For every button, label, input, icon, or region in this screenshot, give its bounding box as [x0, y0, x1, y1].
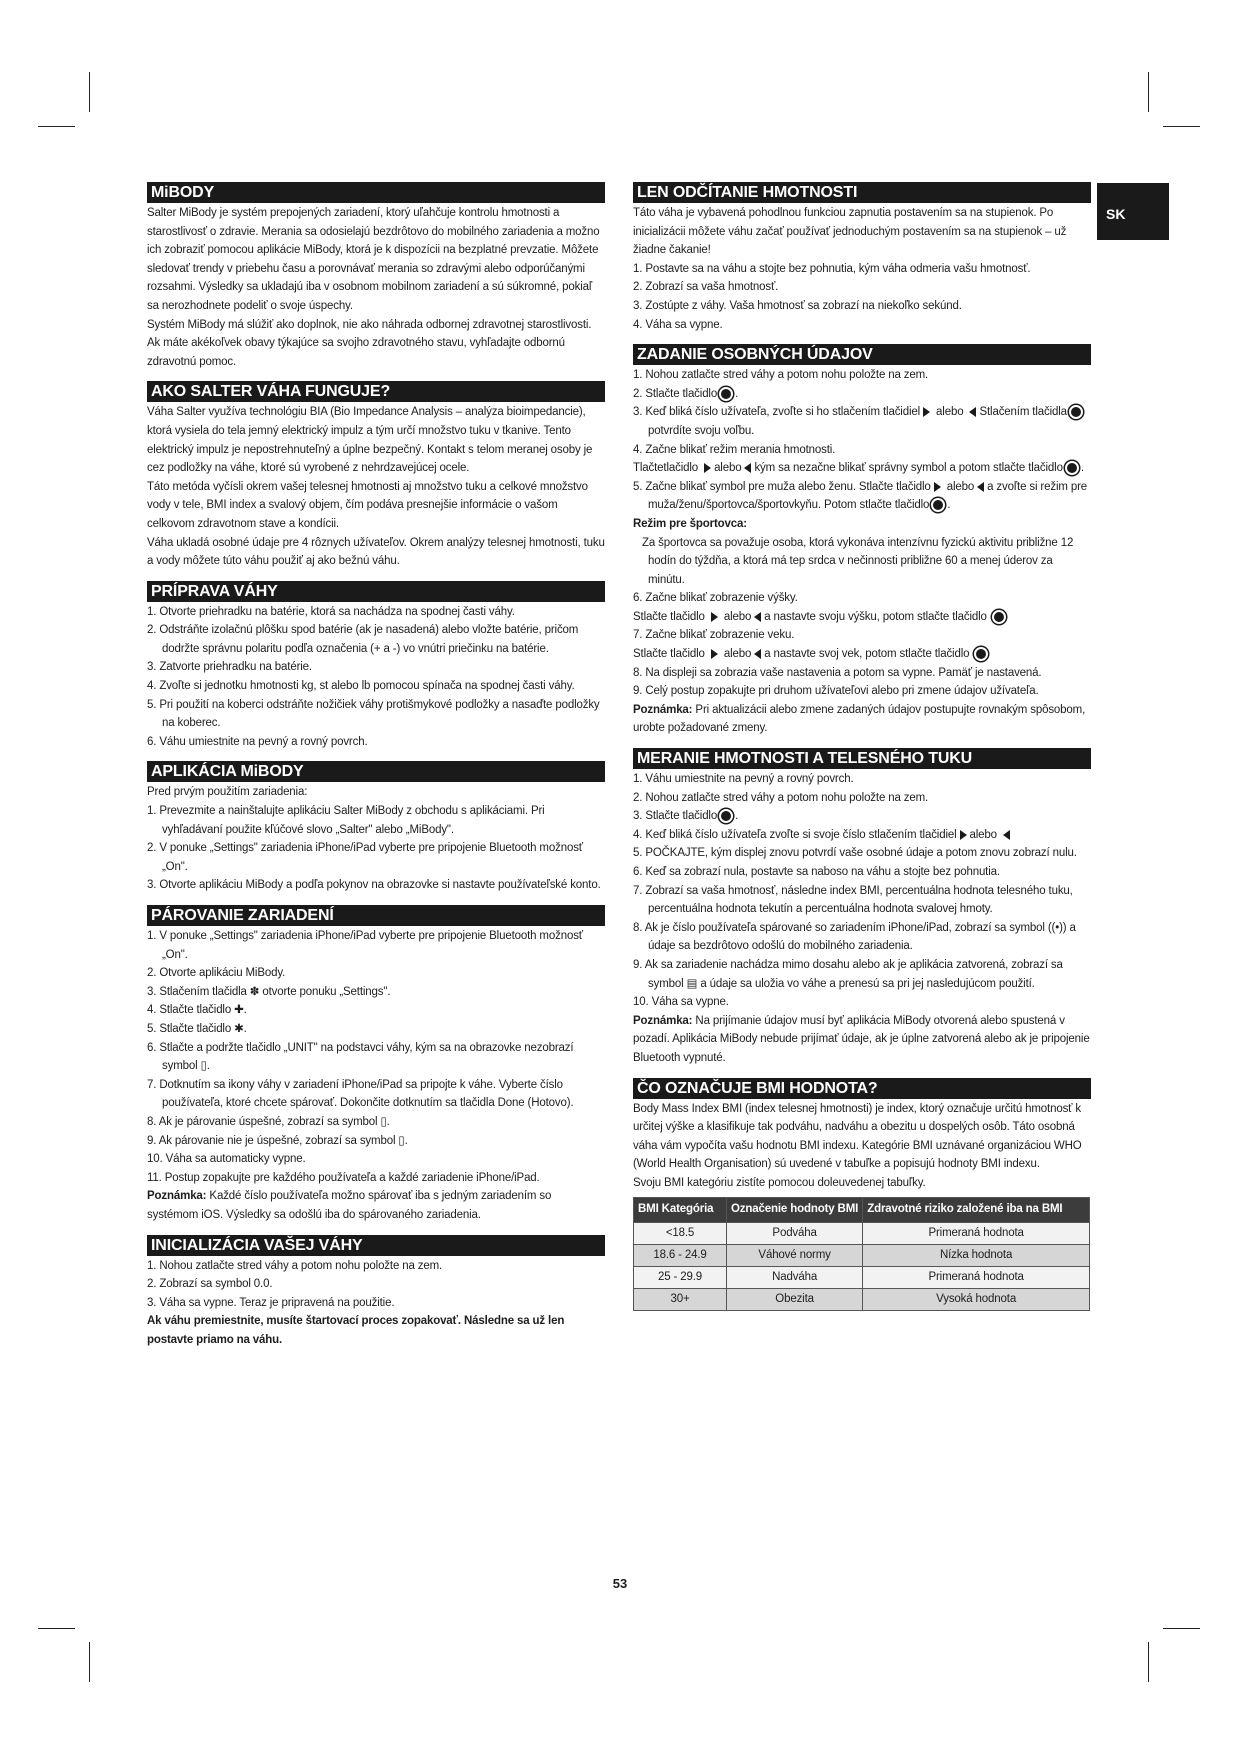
table-cell: 25 - 29.9 [634, 1266, 727, 1288]
note [147, 1187, 605, 1224]
up-arrow-icon [704, 463, 711, 473]
list-item: 5. POČKAJTE, kým displej znovu potvrdí vaše osobné údaje a potom znovu zobrazí nulu. [633, 847, 1077, 860]
section-title-mibody: MiBODY [147, 182, 605, 203]
list-item: 1. Postavte sa na váhu a stojte bez pohnutia, kým váha odmeria vašu hmotnosť. [633, 262, 1031, 275]
table-cell: <18.5 [634, 1222, 727, 1244]
paragraph: Body Mass Index BMI (index telesnej hmotnosti) je index, ktorý označuje určitú hmotnosť k určitej výške a klasifikuje tak podváhu, nadváhu a obezitu u dospelých osôb. Táto osobná váha vám vypočíta vašu hodnotu BMI indexu. Kategórie BMI uznávané organizáciou WHO (World Health Organisation) sú uvedené v tabuľke a popisujú hodnoty BMI indexu. [633, 1102, 1082, 1171]
list-item: 4. Začne blikať režim merania hmotnosti. [633, 443, 836, 456]
paragraph: Salter MiBody je systém prepojených zariadení, ktorý uľahčuje kontrolu hmotnosti a starostlivosť o zdravie. Merania sa odosielajú bezdrôtovo do mobilného zariadenia a možno ich zobraziť pomocou aplikácie MiBody, ktorá je k dispozícii na bezplatné prevzatie. Môžete sledovať trendy v priebehu času a porovnávať merania so zdravými alebo odporúčanými rozsahmi. Výsledky sa ukladajú iba v osobnom mobilnom zariadení a sú súkromné, pokiaľ sa nerozhodnete podeliť o svoje úspechy. [147, 207, 600, 312]
table-cell: Vysoká hodnota [863, 1288, 1090, 1310]
section-title-prep: PRÍPRAVA VÁHY [147, 581, 605, 602]
list-item: 2. Zobrazí sa symbol 0.0. [147, 1278, 273, 1291]
set-button-icon [719, 809, 733, 823]
table-cell: Primeraná hodnota [863, 1266, 1090, 1288]
list-item: 2. Stlačte tlačidlo . [633, 387, 739, 400]
up-arrow-icon [934, 482, 941, 492]
crop-mark [38, 1628, 75, 1629]
note-text: Každé číslo používateľa možno spárovať iba s jedným zariadením so systémom iOS. Výsledky sa odošlú iba do spárovaného zariadenia. [147, 1190, 552, 1221]
list-item: 9. Ak sa zariadenie nachádza mimo dosahu alebo ak je aplikácia zatvorená, zobrazí sa symbol ▤ a údaje sa uložia vo váhe a prenesú sa pri jej nasledujúcom použití. [633, 958, 1063, 990]
list-item: 8. Ak je číslo používateľa spárované so zariadením iPhone/iPad, zobrazí sa symbol ((•)) a údaje sa bezdrôtovo odošlú do mobilného zariadenia. [633, 921, 1076, 953]
table-cell: Nízka hodnota [863, 1244, 1090, 1266]
paragraph: Váha ukladá osobné údaje pre 4 rôznych užívateľov. Okrem analýzy telesnej hmotnosti, tuku a vody môžete túto váhu použiť aj ako bežnú váhu. [147, 536, 605, 568]
item-text: Stlačte tlačidlo [633, 648, 705, 661]
list-item [633, 826, 1091, 845]
list-item: 8. Ak je párovanie úspešné, zobrazí sa symbol ▯. [147, 1115, 390, 1128]
list-item: 9. Ak párovanie nie je úspešné, zobrazí sa symbol ▯. [147, 1134, 408, 1147]
weight-only-list [633, 260, 1091, 334]
list-item: 11. Postup zopakujte pre každého používateľa a každé zariadenie iPhone/iPad. [147, 1171, 540, 1184]
item-text: Tlačtetlačidlo [633, 462, 699, 475]
init-list [147, 1257, 605, 1313]
item-text: Stlačením tlačidla [979, 406, 1067, 419]
item-text: 3. Stlačte tlačidlo [633, 810, 718, 823]
set-button-icon [931, 498, 945, 512]
list-item: 3. Stlačením tlačidla ✽ otvorte ponuku „Settings". [147, 985, 391, 998]
list-item: 4. Stlačte tlačidlo ✚. [147, 1004, 247, 1017]
personal-list-3 [633, 589, 1091, 608]
down-arrow-icon [1003, 830, 1010, 840]
table-header: BMI Kategória [634, 1197, 727, 1222]
item-text: alebo [723, 610, 752, 623]
item-text: alebo [936, 406, 964, 419]
section-title-weight-only: LEN ODČÍTANIE HMOTNOSTI [633, 182, 1091, 203]
section-title-app: APLIKÁCIA MiBODY [147, 761, 605, 782]
list-item: 5. Stlačte tlačidlo ✱. [147, 1022, 247, 1035]
personal-list-5 [633, 664, 1091, 701]
bold-note [147, 1312, 605, 1349]
list-item: 6. Váhu umiestnite na pevný a rovný povrch. [147, 735, 368, 748]
app-list [147, 802, 605, 895]
personal-list [633, 366, 1091, 459]
athlete-mode-text: Za športovca sa považuje osoba, ktorá vykonáva intenzívnu fyzickú aktivitu približne 12 hodín do týždňa, a ktorá má tep srdca v nečinnosti približne 60 a menej úderov za minútu. [642, 536, 1074, 586]
list-item: 6. Stlačte a podržte tlačidlo „UNIT" na podstavci váhy, kým sa na obrazovke nezobrazí symbol ▯. [147, 1041, 574, 1073]
set-button-icon [974, 647, 988, 661]
item-text: 2. Stlačte tlačidlo [633, 387, 718, 400]
table-header: Zdravotné riziko založené iba na BMI [863, 1197, 1090, 1222]
paragraph: Táto váha je vybavená pohodlnou funkciou zapnutia postavením sa na stupienok. Po inicializácii môžete váhu začať používať jednoduchým postavením sa na stupienok – už žiadne čakanie! [633, 207, 1067, 257]
table-row [634, 1222, 1090, 1244]
item-text: 4. Keď bliká číslo užívateľa zvoľte si svoje číslo stlačením tlačidiel [633, 828, 957, 841]
prep-list [147, 603, 605, 752]
set-button-icon [1069, 405, 1083, 419]
crop-mark [89, 1642, 90, 1682]
list-item: 7. Dotknutím sa ikony váhy v zariadení iPhone/iPad sa pripojte k váhe. Vyberte číslo používateľa, ktoré chcete spárovať. Dokončite dotknutím sa tlačidla Done (Hotovo). [147, 1078, 574, 1110]
list-item: 1. Nohou zatlačte stred váhy a potom nohu položte na zem. [633, 369, 929, 382]
list-item: 7. Zobrazí sa vaša hmotnosť, následne index BMI, percentuálna hodnota telesného tuku, percentuálna hodnota tekutín a percentuálna hodnota svalovej hmoty. [633, 884, 1073, 916]
section-title-personal: ZADANIE OSOBNÝCH ÚDAJOV [633, 344, 1091, 365]
list-item: 1. Nohou zatlačte stred váhy a potom nohu položte na zem. [147, 1259, 443, 1272]
item-text: alebo [969, 828, 997, 841]
table-cell: 18.6 - 24.9 [634, 1244, 727, 1266]
note-label: Poznámka: [633, 1014, 693, 1027]
down-arrow-icon [754, 649, 761, 659]
list-item: 2. Otvorte aplikáciu MiBody. [147, 967, 286, 980]
paragraph: Pred prvým použitím zariadenia: [147, 786, 308, 799]
crop-mark [1148, 72, 1149, 112]
list-item: 5. Začne blikať symbol pre muža alebo ženu. Stlačte tlačidlo alebo a zvoľte si režim pre muža/ženu/športovca/športovkyňu. Potom stlačte tlačidlo . [633, 480, 1088, 512]
paragraph: Tlačtetlačidlo alebo kým sa nezačne blikať správny symbol a potom stlačte tlačidlo . [633, 462, 1084, 475]
paragraph: Táto metóda vyčísli okrem vašej telesnej hmotnosti aj množstvo tuku a celkové množstvo vody v tele, BMI index a svalový objem, čím podáva presnejšie informácie o vašom celkovom zdravotnom stave a kondícii. [147, 480, 588, 530]
down-arrow-icon [744, 463, 751, 473]
list-item: 3. Stlačte tlačidlo . [633, 810, 739, 823]
crop-mark [1163, 126, 1200, 127]
list-item: 1. Váhu umiestnite na pevný a rovný povrch. [633, 773, 854, 786]
paragraph: Systém MiBody má slúžiť ako doplnok, nie ako náhrada odbornej zdravotnej starostlivosti. Ak máte akékoľvek obavy týkajúce sa svojho zdravotného stavu, vyhľadajte odbornú zdravotnú pomoc. [147, 318, 592, 368]
down-arrow-icon [969, 407, 976, 417]
athlete-label: Režim pre športovca: [633, 517, 747, 530]
table-header-row [634, 1197, 1090, 1222]
crop-mark [1163, 1628, 1200, 1629]
list-item: 1. V ponuke „Settings" zariadenia iPhone/iPad vyberte pre pripojenie Bluetooth možnosť „On". [147, 930, 583, 961]
item-text: alebo [714, 462, 742, 475]
list-item: 5. Pri použití na koberci odstráňte nožičiek váhy protišmykové podložky a nasaďte podložky na koberec. [147, 698, 600, 730]
list-item: 4. Zvoľte si jednotku hmotnosti kg, st alebo lb pomocou spínača na spodnej časti váhy. [147, 680, 575, 693]
personal-list-2 [633, 478, 1091, 515]
note [633, 701, 1091, 738]
personal-list-4 [633, 626, 1091, 645]
table-cell: Váhové normy [727, 1244, 863, 1266]
table-cell: Obezita [727, 1288, 863, 1310]
list-item: 3. Zatvorte priehradku na batérie. [147, 661, 312, 674]
section-title-measure: MERANIE HMOTNOSTI A TELESNÉHO TUKU [633, 748, 1091, 769]
note [633, 1012, 1091, 1068]
list-item: 6. Začne blikať zobrazenie výšky. [633, 592, 798, 605]
paragraph: Svoju BMI kategóriu zistíte pomocou doleuvedenej tabuľky. [633, 1176, 926, 1189]
list-item: 2. Zobrazí sa vaša hmotnosť. [633, 281, 779, 294]
item-text: 3. Keď bliká číslo užívateľa, zvoľte si ho stlačením tlačidiel [633, 406, 920, 419]
item-text: Stlačte tlačidlo [633, 610, 705, 623]
set-button-icon [719, 387, 733, 401]
list-item: 9. Celý postup zopakujte pri druhom užívateľovi alebo pri zmene údajov užívateľa. [633, 685, 1039, 698]
athlete-mode-label [633, 515, 1091, 534]
language-tab: SK [1097, 183, 1169, 240]
section-title-bmi: ČO OZNAČUJE BMI HODNOTA? [633, 1078, 1091, 1099]
list-item: 7. Začne blikať zobrazenie veku. [633, 629, 795, 642]
table-cell: 30+ [634, 1288, 727, 1310]
table-row [634, 1266, 1090, 1288]
paragraph: Váha Salter využíva technológiu BIA (Bio Impedance Analysis – analýza bioimpedancie), ktorá vysiela do tela jemný elektrický impulz a tým určí množstvo tuku v tkanive. Tento elektrický impulz je nepostrehnuteľný a úplne bezpečný. Kontakt s telom meranej osoby je cez podložky na váhe, ktoré sú vyrobené z nehrdzavejúcej ocele. [147, 406, 593, 475]
list-item: 3. Váha sa vypne. Teraz je pripravená na použitie. [147, 1296, 395, 1309]
section-title-init: INICIALIZÁCIA VAŠEJ VÁHY [147, 1235, 605, 1256]
table-cell: Podváha [727, 1222, 863, 1244]
crop-mark [38, 126, 75, 127]
table-cell: Primeraná hodnota [863, 1222, 1090, 1244]
item-text: alebo [946, 480, 975, 493]
item-text: potvrdíte svoju voľbu. [648, 424, 755, 437]
set-button-icon [1065, 461, 1079, 475]
up-arrow-icon [923, 407, 930, 417]
up-arrow-icon [960, 830, 967, 840]
list-item: 10. Váha sa automaticky vypne. [147, 1153, 306, 1166]
list-item: 6. Keď sa zobrazí nula, postavte sa naboso na váhu a stojte bez pohnutia. [633, 866, 1000, 878]
list-item: 2. Odstráňte izolačnú plôšku spod batérie (ak je nasadená) alebo vložte batérie, pričom dodržte správnu polaritu podľa označenia (+ a -) vo vnútri priečinku na batérie. [147, 624, 579, 655]
list-item: 10. Váha sa vypne. [633, 996, 729, 1009]
left-column [147, 182, 605, 1349]
list-item: 8. Na displeji sa zobrazia vaše nastavenia a potom sa vypne. Pamäť je nastavená. [633, 666, 1042, 679]
down-arrow-icon [754, 612, 761, 622]
section-title-pairing: PÁROVANIE ZARIADENÍ [147, 905, 605, 926]
pairing-list [147, 927, 605, 1187]
list-item [633, 403, 1091, 440]
item-text: a nastavte svoju výšku, potom stlačte tlačidlo [764, 610, 987, 623]
note-text: Pri aktualizácii alebo zmene zadaných údajov postupujte rovnakým spôsobom, urobte požadované zmeny. [633, 703, 1086, 735]
page-number: 53 [612, 1576, 628, 1591]
table-cell: Nadváha [727, 1266, 863, 1288]
section-title-how-it-works: AKO SALTER VÁHA FUNGUJE? [147, 381, 605, 402]
down-arrow-icon [977, 482, 984, 492]
item-text: 5. Začne blikať symbol pre muža alebo ženu. Stlačte tlačidlo [633, 480, 931, 493]
right-column [633, 182, 1091, 1311]
list-item: 1. Otvorte priehradku na batérie, ktorá sa nachádza na spodnej časti váhy. [147, 605, 515, 618]
paragraph [633, 608, 1091, 627]
bmi-table [633, 1197, 1090, 1311]
table-row [634, 1288, 1090, 1310]
crop-mark [1148, 1642, 1149, 1682]
note-label: Poznámka: [633, 703, 693, 716]
note-text: Na prijímanie údajov musí byť aplikácia MiBody otvorená alebo spustená v pozadí. Aplikácia MiBody nebude prijímať údaje, ak je úplne zatvorená alebo ak je pripojenie Bluetooth vypnuté. [633, 1014, 1090, 1064]
list-item: 2. V ponuke „Settings" zariadenia iPhone/iPad vyberte pre pripojenie Bluetooth možnosť „On". [147, 842, 583, 873]
list-item: 2. Nohou zatlačte stred váhy a potom nohu položte na zem. [633, 791, 929, 804]
measure-list [633, 770, 1091, 1012]
up-arrow-icon [711, 612, 718, 622]
bold-note-text: Ak váhu premiestnite, musíte štartovací proces zopakovať. Následne sa už len postavte priamo na váhu. [147, 1315, 565, 1346]
crop-mark [89, 72, 90, 112]
list-item: 3. Zostúpte z váhy. Vaša hmotnosť sa zobrazí na niekoľko sekúnd. [633, 299, 962, 312]
paragraph [633, 645, 1091, 664]
list-item: 1. Prevezmite a nainštalujte aplikáciu Salter MiBody z obchodu s aplikáciami. Pri vyhľadávaní použite kľúčové slovo „Salter" alebo „MiBody". [147, 805, 545, 836]
item-text: a nastavte svoj vek, potom stlačte tlačidlo [764, 648, 970, 661]
table-row [634, 1244, 1090, 1266]
list-item: 4. Váha sa vypne. [633, 318, 723, 331]
set-button-icon [992, 610, 1006, 624]
item-text: a zvoľte si režim pre muža/ženu/športovca/športovkyňu. Potom stlačte tlačidlo [648, 480, 1088, 512]
list-item: 3. Otvorte aplikáciu MiBody a podľa pokynov na obrazovke si nastavte používateľské konto. [147, 879, 601, 892]
up-arrow-icon [711, 649, 718, 659]
note-label: Poznámka: [147, 1190, 207, 1203]
item-text: kým sa nezačne blikať správny symbol a potom stlačte tlačidlo [754, 462, 1063, 475]
table-header: Označenie hodnoty BMI [727, 1197, 863, 1222]
item-text: alebo [723, 648, 752, 661]
